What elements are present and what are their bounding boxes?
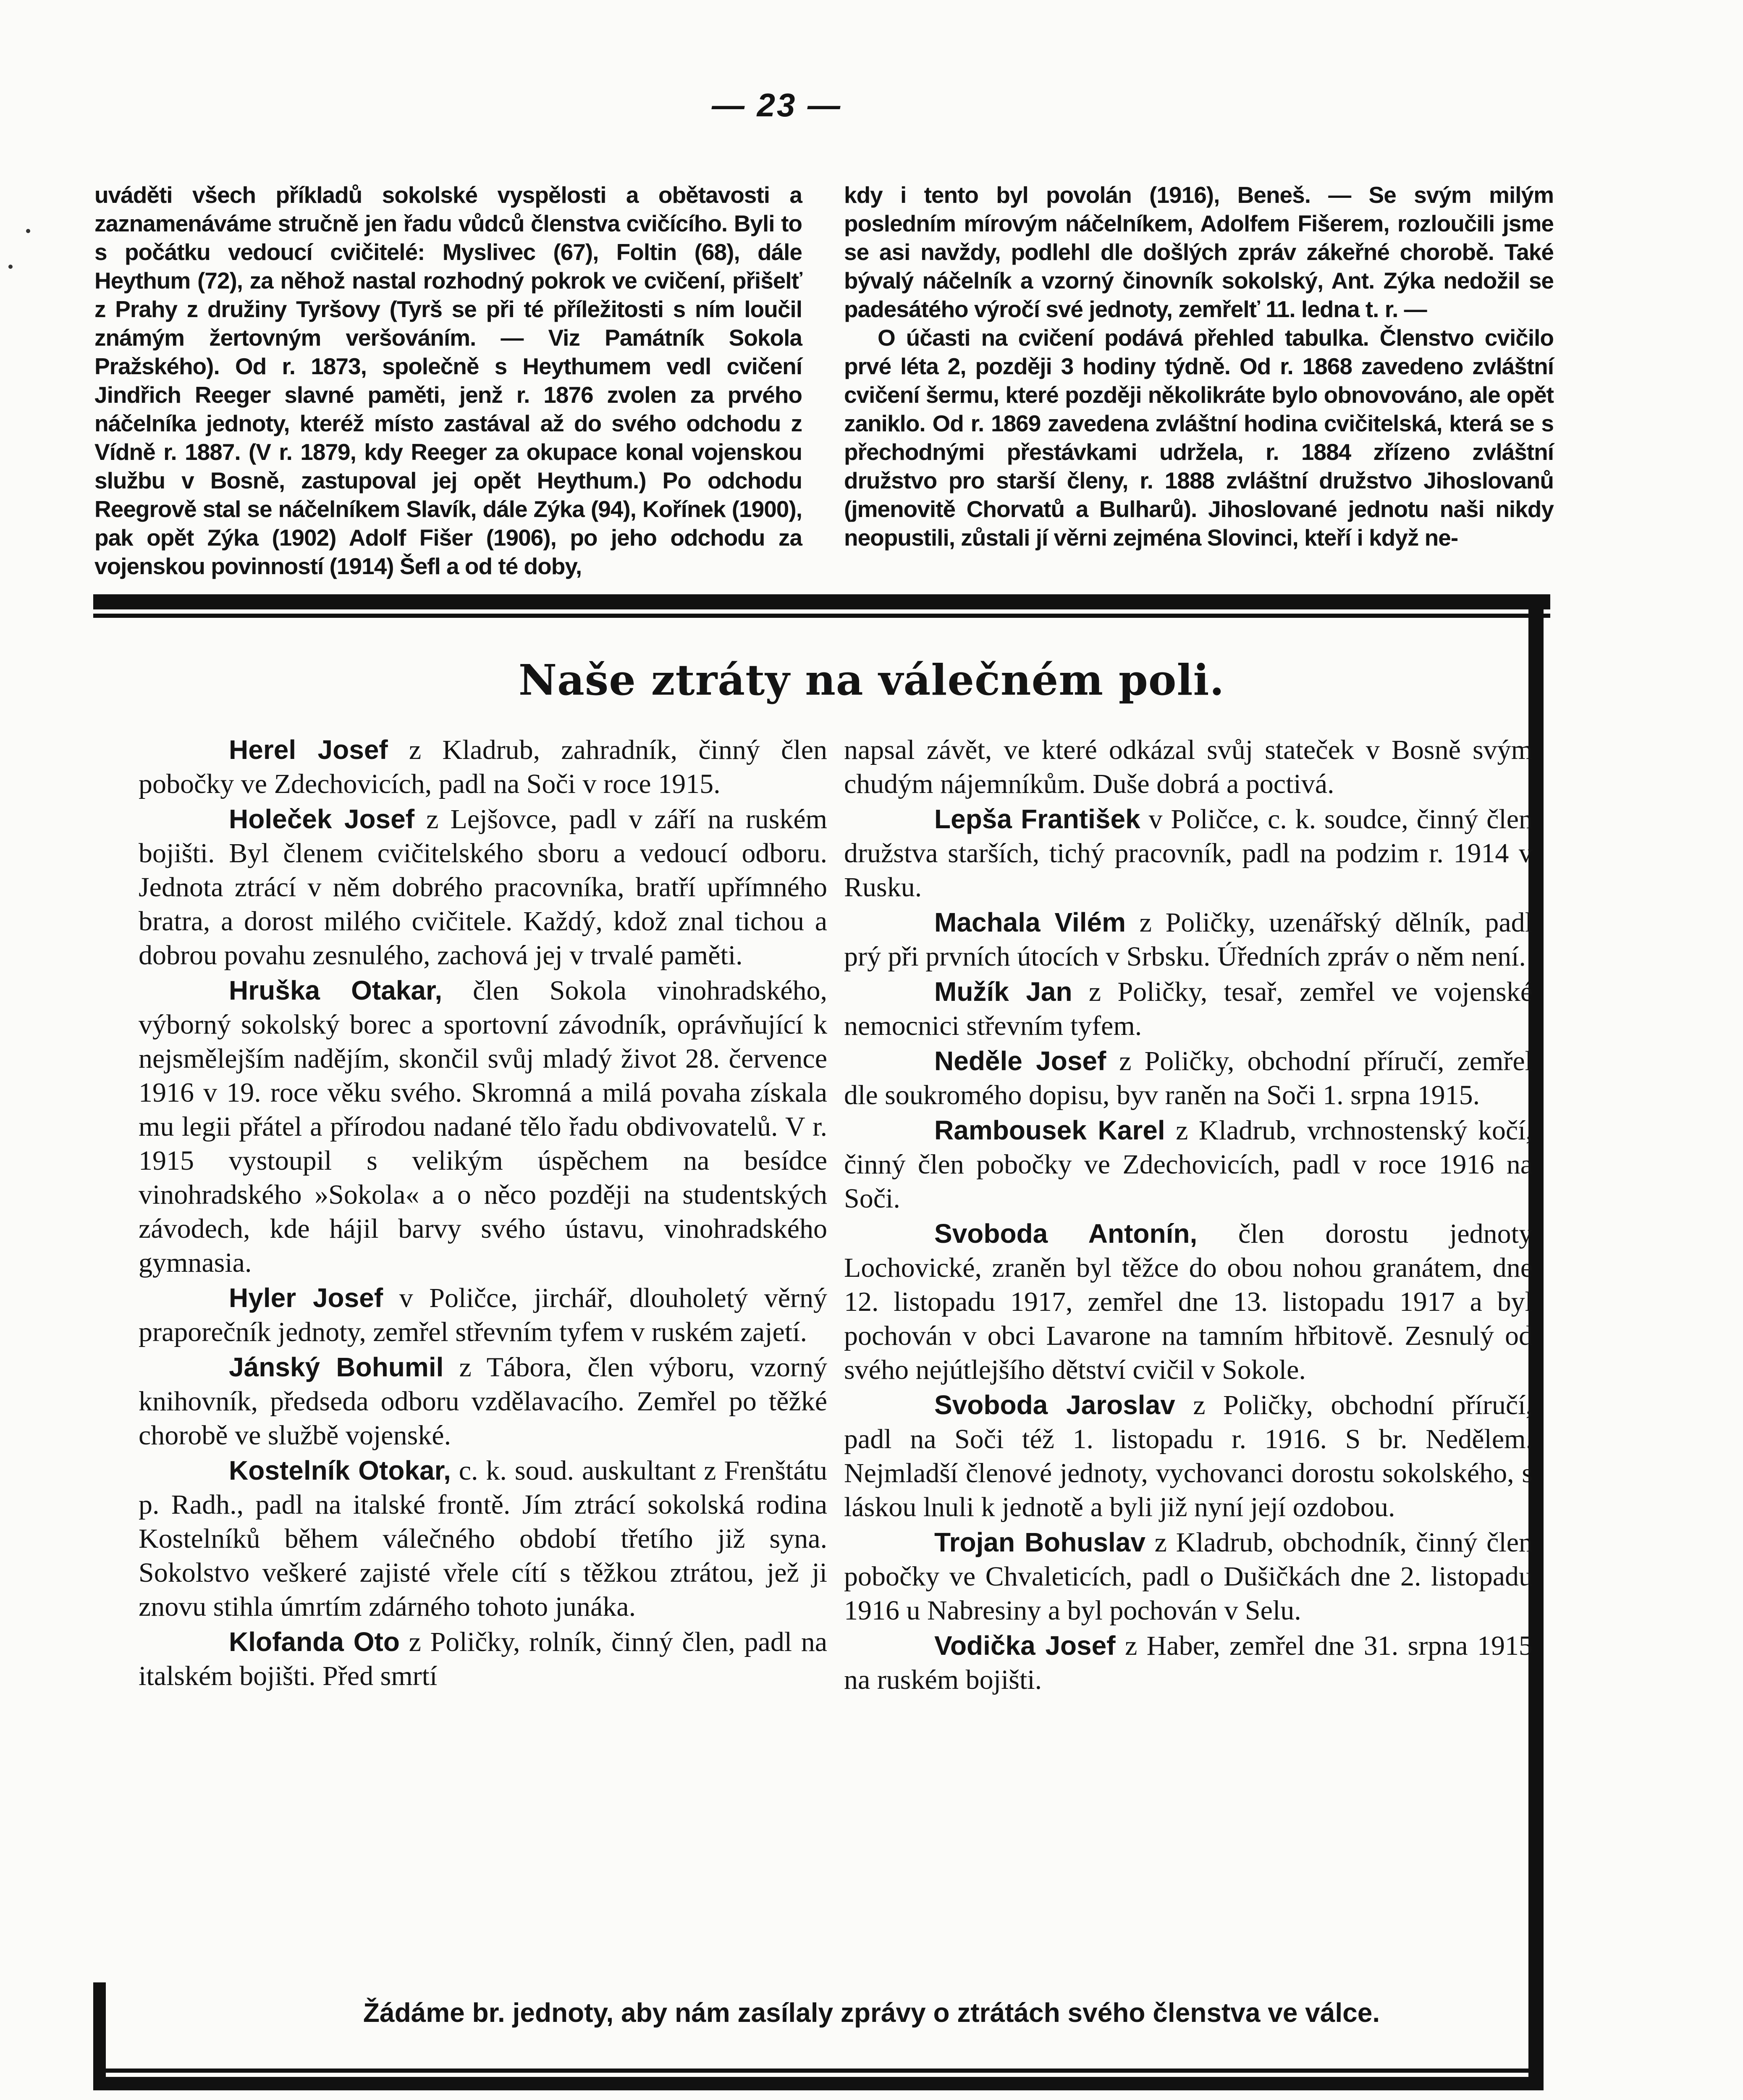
intro-paragraph: O účasti na cvičení podává přehled tabulka. Členstvo cvičilo prvé léta 2, později 3 hodiny týdně. Od r. 1868 zavedeno zvláštní cvičení šermu, které později několikráte bylo obnovováno, ale opět zaniklo. Od r. 1869 zavedena zvláštní hodina cvičitelská, která se s přechodnými přestávkami udržela, r. 1884 zřízeno zvláštní družstvo pro starší členy, r. 1888 zvláštní družstvo Jihoslovanů (jmenovitě Chorvatů a Bulharů). Jihoslované jednotu naši nikdy neopustili, zůstali jí věrni zejména Slovinci, kteří i když ne- — [844, 325, 1554, 551]
entry-name: Svoboda Jaroslav — [934, 1390, 1175, 1420]
intro-right-column — [844, 181, 1554, 559]
entry-text: z Kladrub, vrchnostenský kočí, činný člen pobočky ve Zdechovicích, padl v roce 1916 na Soči. — [844, 1115, 1533, 1214]
intro-paragraph: kdy i tento byl povolán (1916), Beneš. — Se svým milým posledním mírovým náčelníkem, Adolfem Fišerem, rozloučili jsme se asi navždy, podlehl dle došlých zpráv zákeřné chorobě. Také bývalý náčelník a vzorný činovník sokolský, Ant. Zýka nedožil se padesátého výročí své jednoty, zemřelť 11. ledna t. r. — — [844, 182, 1554, 322]
entry-text: z Poličky, obchodní příručí, padl na Soči též 1. listopadu r. 1916. S br. Nedělem. Nejmladší členové jednoty, vychovanci dorostu sokolského, s láskou lnuli k jednotě a byli již nyní její ozdobou. — [844, 1390, 1533, 1522]
entry-name: Holeček Josef — [229, 804, 415, 834]
list-item — [139, 802, 827, 972]
intro-paragraph: uváděti všech příkladů sokolské vyspělosti a obětavosti a zaznamenáváme stručně jen řadu vůdců členstva cvičícího. Byli to s počátku vedoucí cvičitelé: Myslivec (67), Foltin (68), dále Heythum (72), za něhož nastal rozhodný pokrok ve cvičení, přišelť z Prahy z družiny Tyršovy (Tyrš se při té příležitosti s ním loučil známým žertovným veršováním. — Viz Památník Sokola Pražského). Od r. 1873, společně s Heythumem vedl cvičení Jindřich Reeger slavné paměti, jenž r. 1876 zvolen za prvého náčelníka jednoty, kteréž místo zastával až do svého odchodu z Vídně r. 1887. (V r. 1879, kdy Reeger za okupace konal vojenskou službu v Bosně, zastupoval jej opět Heythum.) Po odchodu Reegrově stal se náčelníkem Slavík, dále Zýka (94), Kořínek (1900), pak opět Zýka (1902) Adolf Fišer (1906), po jeho odchodu za vojenskou povinností (1914) Šefl a od té doby, — [94, 182, 802, 579]
entry-text: člen dorostu jednoty Lochovické, zraněn byl těžce do obou nohou granátem, dne 12. listopadu 1917, zemřel dne 13. listopadu 1917 a byl pochován v obci Lavarone na tamním hřbitově. Zesnulý od svého nejútlejšího dětství cvičil v Sokole. — [844, 1218, 1533, 1385]
list-item — [844, 1629, 1533, 1697]
entry-name: Hyler Josef — [229, 1283, 383, 1313]
list-item — [844, 975, 1533, 1043]
memorial-left-column — [139, 733, 827, 1984]
list-item — [139, 1281, 827, 1349]
list-item — [139, 733, 827, 801]
list-item — [844, 906, 1533, 974]
frame-top-rule — [93, 614, 1550, 618]
list-item — [139, 1454, 827, 1624]
entry-name: Rambousek Karel — [934, 1115, 1165, 1145]
entry-name: Lepša František — [934, 804, 1140, 834]
entry-text: c. k. soud. auskultant z Frenštátu p. Radh., padl na italské frontě. Jím ztrácí sokolská rodina Kostelníků během válečného období třetího již syna. Sokolstvo veškeré zajisté vřele cítí s těžkou ztrátou, jež ji znovu stihla úmrtím zdárného tohoto junáka. — [139, 1455, 828, 1622]
list-item — [844, 802, 1533, 904]
entry-text: v Poličce, c. k. soudce, činný člen družstva starších, tichý pracovník, padl na podzim r. 1914 v Rusku. — [844, 804, 1533, 903]
entry-name: Svoboda Antonín, — [934, 1218, 1198, 1249]
entry-name: Jánský Bohumil — [229, 1352, 444, 1382]
entry-text: z Kladrub, obchodník, činný člen pobočky ve Chvaleticích, padl o Dušičkách dne 2. listopadu 1916 u Nabresiny a byl pochován v Selu. — [844, 1527, 1533, 1626]
entry-name: Hruška Otakar, — [229, 975, 443, 1005]
entry-name: Mužík Jan — [934, 976, 1072, 1007]
entry-name: Machala Vilém — [934, 907, 1126, 937]
entry-name: Kostelník Otokar, — [229, 1455, 451, 1486]
list-item — [844, 1388, 1533, 1524]
frame-bottom-border — [93, 2077, 1544, 2090]
entry-name: Neděle Josef — [934, 1046, 1106, 1076]
entry-text: z Poličky, uzenářský dělník, padl prý při prvních útocích v Srbsku. Úředních zpráv o něm není. — [844, 907, 1533, 972]
frame-top-border — [93, 594, 1550, 609]
entry-continuation: napsal závět, ve které odkázal svůj stateček v Bosně svým chudým nájemníkům. Duše dobrá a poctivá. — [844, 735, 1533, 799]
entry-text: z Kladrub, zahradník, činný člen pobočky ve Zdechovicích, padl na Soči v roce 1915. — [139, 735, 827, 799]
entry-name: Herel Josef — [229, 735, 388, 765]
entry-text: z Haber, zemřel dne 31. srpna 1915 na ruském bojišti. — [844, 1630, 1533, 1695]
memorial-right-column — [844, 733, 1533, 1984]
list-item — [844, 1113, 1533, 1215]
section-title: Naše ztráty na válečném poli. — [518, 655, 1225, 705]
entry-text: z Poličky, rolník, činný člen, padl na italském bojišti. Před smrtí — [139, 1627, 827, 1691]
intro-left-column — [94, 181, 802, 579]
scan-speck — [26, 229, 30, 233]
entry-text: z Poličky, obchodní příručí, zemřel dle soukromého dopisu, byv raněn na Soči 1. srpna 1915. — [844, 1046, 1533, 1110]
list-item — [844, 1525, 1533, 1628]
list-item — [139, 1625, 827, 1693]
entry-text: člen Sokola vinohradského, výborný sokolský borec a sportovní závodník, oprávňující k nejsmělejším nadějím, skončil svůj mladý život 28. července 1916 v 19. roce věku svého. Skromná a milá povaha získala mu legii přátel a přírodou nadané tělo řadu obdivovatelů. V r. 1915 vystoupil s velikým úspěchem na besídce vinohradského »Sokola« a o něco později na studentských závodech, kde hájil barvy svého ústavu, vinohradského gymnasia. — [139, 975, 828, 1278]
page-number: — 23 — — [711, 87, 842, 123]
entry-text: z Poličky, tesař, zemřel ve vojenské nemocnici střevním tyfem. — [844, 976, 1533, 1041]
list-item — [139, 1350, 827, 1452]
list-item — [139, 974, 827, 1280]
entry-name: Klofanda Oto — [229, 1627, 400, 1657]
scan-speck — [8, 265, 13, 269]
appeal-note: Žádáme br. jednoty, aby nám zasílaly zprávy o ztrátách svého členstva ve válce. — [363, 1998, 1380, 2028]
entry-name: Trojan Bohuslav — [934, 1527, 1146, 1557]
entry-text: z Tábora, člen výboru, vzorný knihovník, předseda odboru vzdělavacího. Zemřel po těžké chorobě ve službě vojenské. — [139, 1352, 827, 1451]
entry-text: z Lejšovce, padl v září na ruském bojišti. Byl členem cvičitelského sboru a vedoucí odboru. Jednota ztrácí v něm dobrého pracovníka, bratří upřímného bratra, a dorost milého cvičitele. Každý, kdož znal tichou a dobrou povahu zesnulého, zachová jej v trvalé paměti. — [139, 804, 828, 971]
entry-name: Vodička Josef — [934, 1630, 1116, 1661]
list-item — [844, 1044, 1533, 1112]
entry-text: v Poličce, jirchář, dlouholetý věrný praporečník jednoty, zemřel střevním tyfem v ruském zajetí. — [139, 1283, 827, 1347]
frame-bottom-rule — [93, 2068, 1544, 2073]
list-item — [844, 1217, 1533, 1387]
